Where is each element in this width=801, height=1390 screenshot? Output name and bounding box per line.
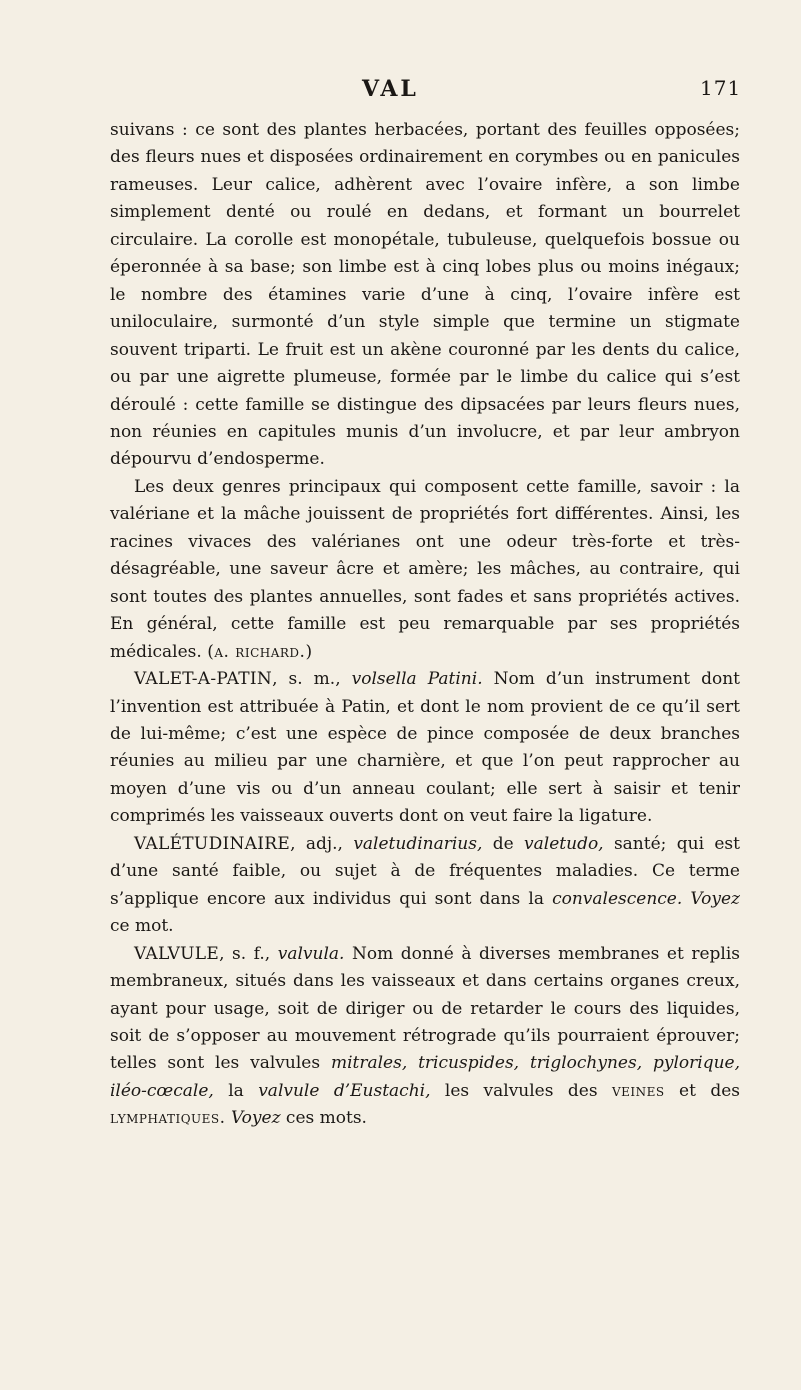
entry-valvule [110, 941, 740, 1133]
entry-valet-a-patin [110, 666, 740, 831]
latin-valet-a-patin: volsella Patini. [351, 669, 483, 690]
crossref-convalescence: convalescence. [552, 888, 683, 909]
valerianees-text: suivans : ce sont des plantes herbacées, portant des feuilles opposées; des fleurs nues et disposées ordinairement en corymbes ou en panicules rameuses. Leur calice, adhèrent avec l’ovaire infère, a son limbe simplement denté ou roulé en dedans, et formant un bourrelet circulaire. La corolle est monopétale, tubuleuse, quelquefois bossue ou éperonnée à sa base; son limbe est à cinq lobes plus ou moins inégaux; le nombre des étamines varie d’une à cinq, l’ovaire infère est uniloculaire, surmonté d’un style simple que termine un stigmate souvent triparti. Le fruit est un akène couronné par les dents du calice, ou par une aigrette plumeuse, formée par le limbe du calice qui s’est déroulé : cette famille se distingue des dipsacées par leurs fleurs nues, non réunies en capitules munis d’un involucre, et par leur ambryon dépourvu d’endosperme. [110, 120, 740, 470]
headword-valvule: VALVULE [134, 943, 220, 964]
la-valvule: la [213, 1080, 259, 1101]
grammar-valet-a-patin: , s. m., [272, 669, 352, 690]
author-signature: (a. richard.) [207, 641, 313, 662]
latin2-valetudinaire: valetudo, [524, 833, 604, 854]
headword-valetudinaire: VALÉTUDINAIRE [134, 833, 291, 854]
definition-valvule: Nom donné à diverses membranes et replis membraneux, situés dans les vaisseaux et dans certains organes creux, ayant pour usage, soit de diriger ou de retarder le cours des liquides, soit de s’opposer au mouvement rétrograde qu’ils pourraient éprouver; telles sont les valvules [110, 943, 740, 1074]
latin-valvule: valvula. [277, 943, 345, 964]
entry-valetudinaire [110, 831, 740, 941]
valvule-eustachi: valvule d’Eustachi, [258, 1080, 431, 1101]
body-text [110, 117, 740, 1133]
latin-valetudinaire: valetudinarius, [353, 833, 483, 854]
running-head [0, 76, 801, 106]
les-valvule: les valvules des [430, 1080, 612, 1101]
headword-valet-a-patin: VALET-A-PATIN [134, 669, 273, 690]
valerianees-properties-text: Les deux genres principaux qui composent cette famille, savoir : la valériane et la mâche jouissent de propriétés fort différentes. Ainsi, les racines vivaces des valérianes ont une odeur très-forte et très-désagréable, une saveur âcre et amère; les mâches, au contraire, qui sont toutes des plantes annuelles, sont fades et sans propriétés actives. En général, cette famille est peu remarquable par ses propriétés médicales. [110, 476, 740, 662]
valerianees-properties-paragraph [110, 474, 740, 666]
crossref-lymphatiques: lymphatiques. [110, 1108, 226, 1129]
grammar-valvule: , s. f., [219, 943, 278, 964]
voyez-valvule: Voyez [230, 1108, 281, 1129]
valerianees-continuation [110, 117, 740, 474]
tail-valvule: ces mots. [280, 1108, 367, 1129]
crossref-veines: veines [611, 1080, 665, 1101]
definition-valet-a-patin: Nom d’un instrument dont l’invention est attribuée à Patin, et dont le nom provient de ce qu’il sert de lui-même; c’est une espèce de pince composée de deux branches réunies au milieu par une charnière, et que l’on peut rapprocher au moyen d’une vis ou d’un anneau coulant; elle sert à saisir et tenir comprimés les vaisseaux ouverts dont on veut faire la ligature. [110, 669, 740, 827]
tail-valetudinaire: ce mot. [110, 916, 174, 937]
voyez-valetudinaire: Voyez [690, 888, 740, 909]
grammar-valetudinaire: , adj., [290, 833, 354, 854]
de-valetudinaire: de [482, 833, 525, 854]
valvule-list: mitrales, tricuspides, triglochynes, pylorique, iléo-cœcale, [110, 1053, 740, 1101]
definition-valetudinaire: santé; qui est d’une santé faible, ou sujet à de fréquentes maladies. Ce terme s’applique encore aux individus qui sont dans la [110, 833, 740, 909]
page-number: 171 [700, 76, 742, 100]
et-valvule: et des [664, 1080, 740, 1101]
running-head-title: VAL [362, 76, 419, 102]
